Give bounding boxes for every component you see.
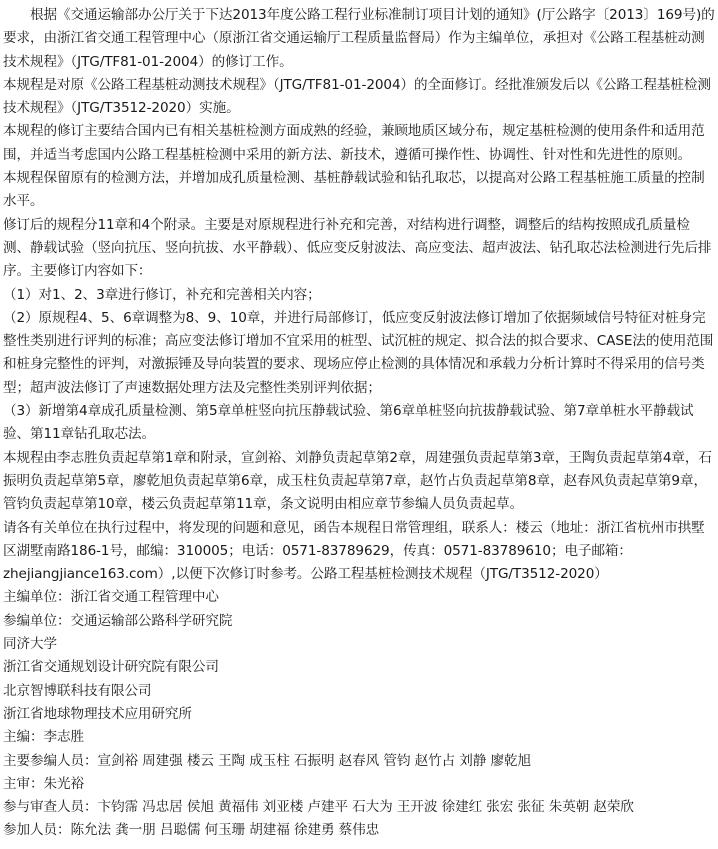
paragraph-item-1: （1）对1、2、3章进行修订，补充和完善相关内容； <box>3 286 321 303</box>
line-unit-zhejiang-design: 浙江省交通规划设计研究院有限公司 <box>3 659 219 676</box>
line-reviewers: 参与审查人员：卞钧霈 冯忠居 侯旭 黄福伟 刘亚楼 卢建平 石大为 王开波 徐建红 张宏 张征 朱英朝 赵荣欣 <box>3 799 634 816</box>
line-unit-zhejiang-geophysics: 浙江省地球物理技术应用研究所 <box>3 705 192 722</box>
paragraph-methods: 本规程保留原有的检测方法，并增加成孔质量检测、基桩静载试验和钻孔取芯，以提高对公路工程基桩施工质量的控制水平。 <box>3 170 705 210</box>
line-chief-editor: 主编：李志胜 <box>3 729 84 746</box>
line-unit-tongji: 同济大学 <box>3 636 57 653</box>
line-chief-editor-unit: 主编单位：浙江省交通工程管理中心 <box>3 589 219 606</box>
paragraph-revision-scope: 本规程是对原《公路工程基桩动测技术规程》（JTG/TF81-01-2004）的全面修订。经批准颁发后以《公路工程基桩检测技术规程》（JTG/T3512-2020）实施。 <box>3 76 711 117</box>
paragraph-intro: 根据《交通运输部办公厅关于下达2013年度公路工程行业标准制订项目计划的通知》(厅公路字〔2013〕169号)的要求，由浙江省交通工程管理中心（原浙江省交通运输厅工程质量监督局）作为主编单位，承担对《公路工程基桩动测技术规程》（JTG/TF81-01-2004）的修订工作。 <box>3 7 715 70</box>
paragraph-drafting: 本规程由李志胜负责起草第1章和附录，宣剑裕、刘静负责起草第2章，周建强负责起草第3章，王陶负责起草第4章，石振明负责起草第5章，廖乾旭负责起草第6章，成玉柱负责起草第7章，赵竹占负责起草第8章，赵春风负责起草第9章，管钧负责起草第10章，楼云负责起草第11章，条文说明由相应章节参编人员负责起草。 <box>3 449 712 513</box>
paragraph-contact: 请各有关单位在执行过程中，将发现的问题和意见，函告本规程日常管理组，联系人：楼云（地址：浙江省杭州市拱墅区湖墅南路186-1号，邮编：310005；电话：0571-83789629，传真：0571-83789610；电子邮箱：zhejiangjiance163.com）,以便下次修订时参考。公路工程基桩检测技术规程（JTG/T3512-2020） <box>3 519 705 583</box>
line-unit-beijing-zhibolian: 北京智博联科技有限公司 <box>3 682 152 699</box>
line-chief-reviewer: 主审：朱光裕 <box>3 775 84 792</box>
paragraph-item-3: （3）新增第4章成孔质量检测、第5章单桩竖向抗压静载试验、第6章单桩竖向抗拔静载试验、第7章单桩水平静载试验、第11章钻孔取芯法。 <box>3 403 694 443</box>
line-participants: 参加人员：陈允法 龚一朋 吕聪儒 何玉珊 胡建福 徐建勇 蔡伟忠 <box>3 822 380 839</box>
paragraph-item-2: （2）原规程4、5、6章调整为8、9、10章，并进行局部修订，低应变反射波法修订增加了依据频域信号特征对桩身完整性类别进行评判的标准；高应变法修订增加不宜采用的桩型、试沉桩的规定、拟合法的拟合要求、CASE法的使用范围和桩身完整性的评判，对激振锤及导向装置的要求、现场应停止检测的具体情况和承载力分析计算时不得采用的信号类型；超声波法修订了声速数据处理方法及完整性类别评判依据； <box>3 309 714 396</box>
line-main-contributors: 主要参编人员：宣剑裕 周建强 楼云 王陶 成玉柱 石振明 赵春风 管钧 赵竹占 刘静 廖乾旭 <box>3 752 531 769</box>
line-participating-unit: 参编单位：交通运输部公路科学研究院 <box>3 612 233 629</box>
paragraph-structure: 修订后的规程分11章和4个附录。主要是对原规程进行补充和完善，对结构进行调整，调整后的结构按照成孔质量检测、静载试验（竖向抗压、竖向抗拔、水平静载）、低应变反射波法、高应变法、超声波法、钻孔取芯法检测进行先后排序。主要修订内容如下： <box>3 216 712 280</box>
paragraph-revision-basis: 本规程的修订主要结合国内已有相关基桩检测方面成熟的经验，兼顾地质区域分布，规定基桩检测的使用条件和适用范围，并适当考虑国内公路工程基桩检测中采用的新方法、新技术，遵循可操作性、协调性、针对性和先进性的原则。 <box>3 123 705 163</box>
